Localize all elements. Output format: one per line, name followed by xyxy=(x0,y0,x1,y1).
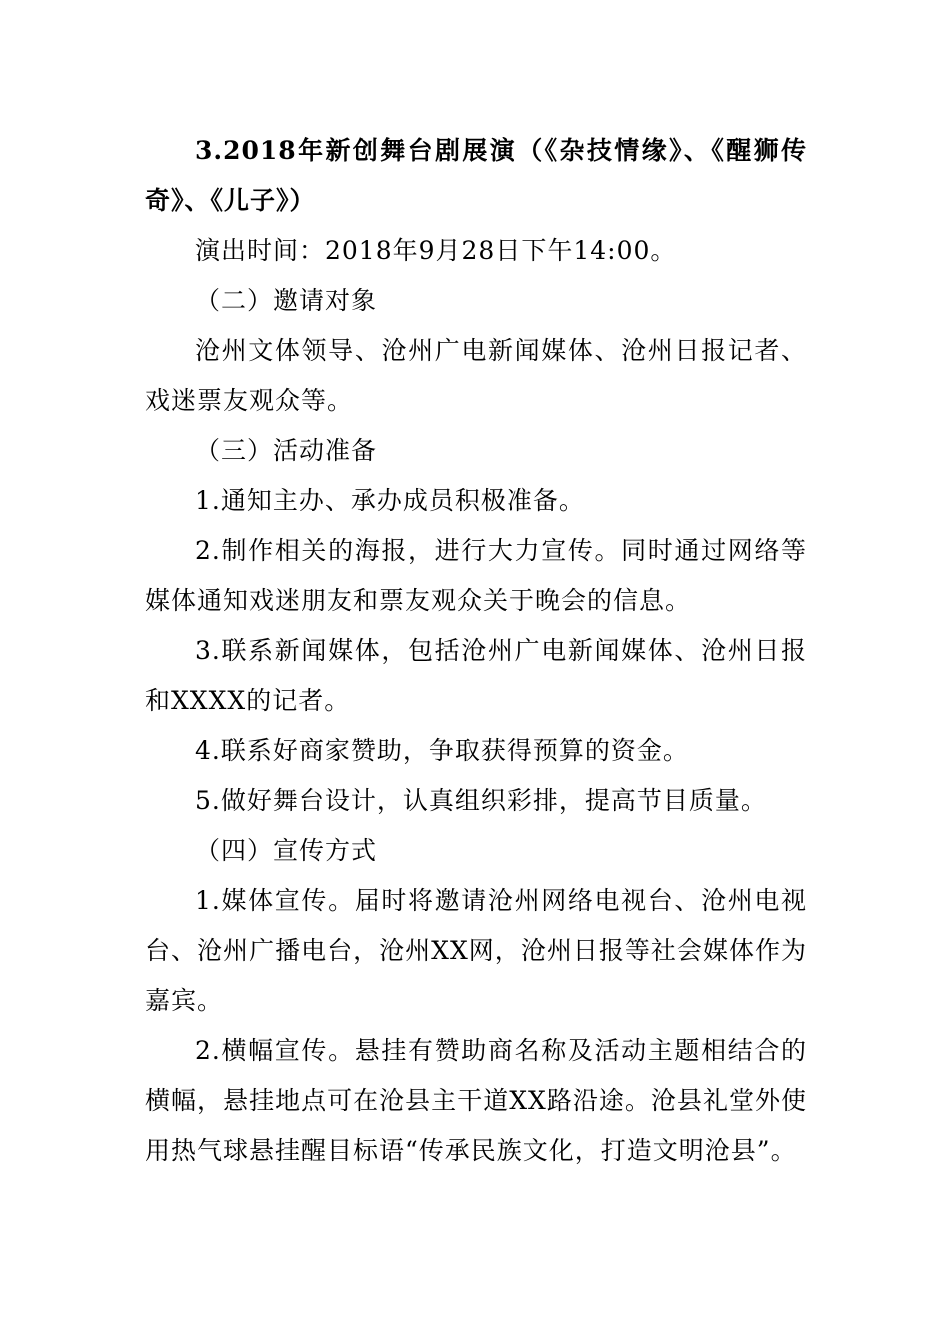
document-body xyxy=(145,126,807,1176)
performance-time: 演出时间：2018年9月28日下午14:00。 xyxy=(195,236,677,265)
section-title-publicity: （四）宣传方式 xyxy=(195,836,378,865)
preparation-item-5: 5.做好舞台设计，认真组织彩排，提高节目质量。 xyxy=(195,786,767,815)
section-title-preparation: （三）活动准备 xyxy=(195,436,378,465)
preparation-item-1: 1.通知主办、承办成员积极准备。 xyxy=(195,486,585,515)
preparation-item-2: 2.制作相关的海报，进行大力宣传。同时通过网络等媒体通知戏迷朋友和票友观众关于晚会的信息。 xyxy=(145,536,807,615)
preparation-item-3: 3.联系新闻媒体，包括沧州广电新闻媒体、沧州日报和XXXX的记者。 xyxy=(145,636,807,715)
invitees-text: 沧州文体领导、沧州广电新闻媒体、沧州日报记者、戏迷票友观众等。 xyxy=(145,336,807,415)
publicity-item-2: 2.横幅宣传。悬挂有赞助商名称及活动主题相结合的横幅，悬挂地点可在沧县主干道XX路沿途。沧县礼堂外使用热气球悬挂醒目标语“传承民族文化，打造文明沧县”。 xyxy=(145,1036,807,1165)
section-heading-new-stage-plays: 3.2018年新创舞台剧展演（《杂技情缘》、《醒狮传奇》、《儿子》） xyxy=(145,136,807,215)
publicity-item-1: 1.媒体宣传。届时将邀请沧州网络电视台、沧州电视台、沧州广播电台，沧州XX网，沧州日报等社会媒体作为嘉宾。 xyxy=(145,886,807,1015)
section-title-invitees: （二）邀请对象 xyxy=(195,286,378,315)
preparation-item-4: 4.联系好商家赞助，争取获得预算的资金。 xyxy=(195,736,689,765)
